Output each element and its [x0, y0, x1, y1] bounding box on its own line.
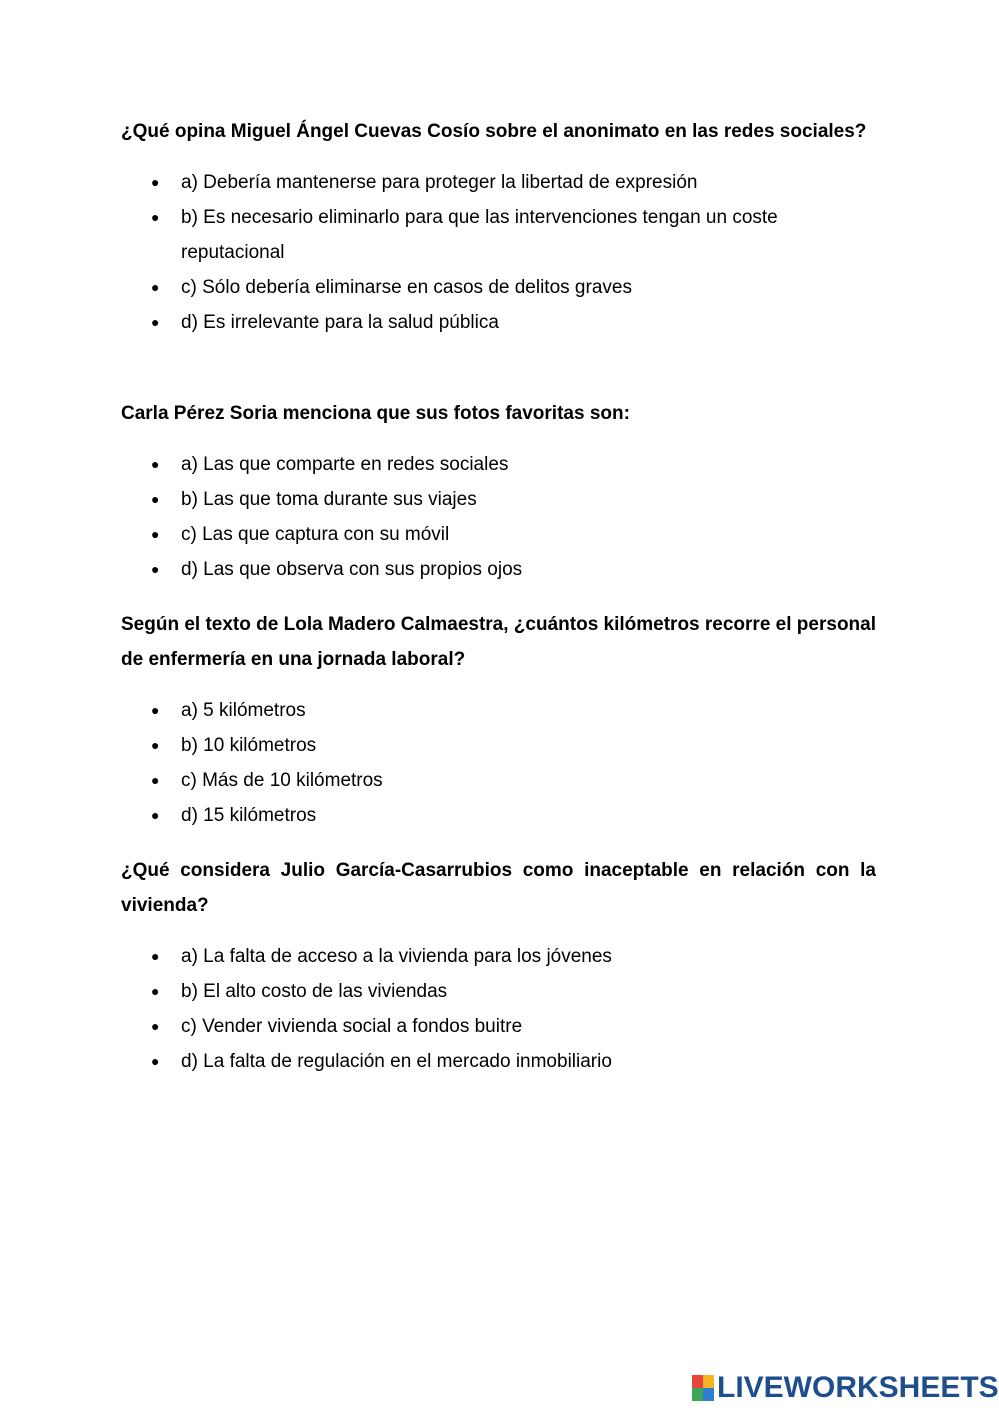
option-label: d) 15 kilómetros	[181, 805, 317, 826]
option-item[interactable]	[121, 728, 876, 763]
option-item[interactable]	[121, 517, 876, 552]
option-label: c) Vender vivienda social a fondos buitre	[181, 1016, 523, 1037]
option-label: a) 5 kilómetros	[181, 700, 306, 721]
bullet-icon: ●	[151, 174, 160, 190]
question-block-2	[121, 396, 876, 587]
option-label: b) Las que toma durante sus viajes	[181, 489, 477, 510]
bullet-icon: ●	[151, 314, 160, 330]
option-item[interactable]	[121, 482, 876, 517]
question-block-4	[121, 853, 876, 1079]
question-text: ¿Qué considera Julio García-Casarrubios como inaceptable en relación con la vivienda?	[121, 860, 876, 916]
option-item[interactable]	[121, 200, 876, 270]
logo-mark-tile	[703, 1388, 714, 1401]
logo-mark-tile	[692, 1388, 703, 1401]
option-label: d) La falta de regulación en el mercado inmobiliario	[181, 1051, 612, 1072]
option-item[interactable]	[121, 1009, 876, 1044]
liveworksheets-logo	[692, 1370, 999, 1406]
option-label: c) Sólo debería eliminarse en casos de delitos graves	[181, 277, 632, 298]
bullet-icon: ●	[151, 702, 160, 718]
option-label: c) Más de 10 kilómetros	[181, 770, 383, 791]
options-list	[121, 165, 876, 340]
options-list	[121, 447, 876, 587]
bullet-icon: ●	[151, 491, 160, 507]
option-label: a) La falta de acceso a la vivienda para los jóvenes	[181, 946, 612, 967]
option-label: c) Las que captura con su móvil	[181, 524, 450, 545]
options-list	[121, 693, 876, 833]
option-label: a) Debería mantenerse para proteger la libertad de expresión	[181, 172, 698, 193]
bullet-icon: ●	[151, 456, 160, 472]
option-label: b) El alto costo de las viviendas	[181, 981, 448, 1002]
bullet-icon: ●	[151, 561, 160, 577]
option-item[interactable]	[121, 1044, 876, 1079]
logo-text: LIVEWORKSHEETS	[717, 1371, 999, 1404]
option-label: b) 10 kilómetros	[181, 735, 317, 756]
option-label: d) Las que observa con sus propios ojos	[181, 559, 523, 580]
bullet-icon: ●	[151, 209, 160, 225]
logo-mark-tile	[692, 1375, 703, 1388]
logo-mark-icon	[692, 1375, 714, 1401]
logo-mark-tile	[703, 1375, 714, 1388]
option-item[interactable]	[121, 763, 876, 798]
options-list	[121, 939, 876, 1079]
question-block-3	[121, 607, 876, 833]
option-item[interactable]	[121, 974, 876, 1009]
question-text: Según el texto de Lola Madero Calmaestra, ¿cuántos kilómetros recorre el personal de enfermería en una jornada laboral?	[121, 614, 876, 670]
bullet-icon: ●	[151, 737, 160, 753]
bullet-icon: ●	[151, 1053, 160, 1069]
option-item[interactable]	[121, 552, 876, 587]
bullet-icon: ●	[151, 983, 160, 999]
bullet-icon: ●	[151, 526, 160, 542]
bullet-icon: ●	[151, 772, 160, 788]
option-label: d) Es irrelevante para la salud pública	[181, 312, 499, 333]
bullet-icon: ●	[151, 948, 160, 964]
option-item[interactable]	[121, 165, 876, 200]
bullet-icon: ●	[151, 807, 160, 823]
option-item[interactable]	[121, 939, 876, 974]
bullet-icon: ●	[151, 1018, 160, 1034]
option-label: a) Las que comparte en redes sociales	[181, 454, 509, 475]
question-block-1	[121, 114, 876, 340]
option-item[interactable]	[121, 270, 876, 305]
question-text: Carla Pérez Soria menciona que sus fotos favoritas son:	[121, 403, 630, 424]
bullet-icon: ●	[151, 279, 160, 295]
question-text: ¿Qué opina Miguel Ángel Cuevas Cosío sobre el anonimato en las redes sociales?	[121, 121, 867, 142]
option-item[interactable]	[121, 798, 876, 833]
option-item[interactable]	[121, 447, 876, 482]
worksheet-page	[121, 114, 876, 1079]
option-label: b) Es necesario eliminarlo para que las intervenciones tengan un coste reputacional	[181, 207, 778, 263]
option-item[interactable]	[121, 693, 876, 728]
option-item[interactable]	[121, 305, 876, 340]
